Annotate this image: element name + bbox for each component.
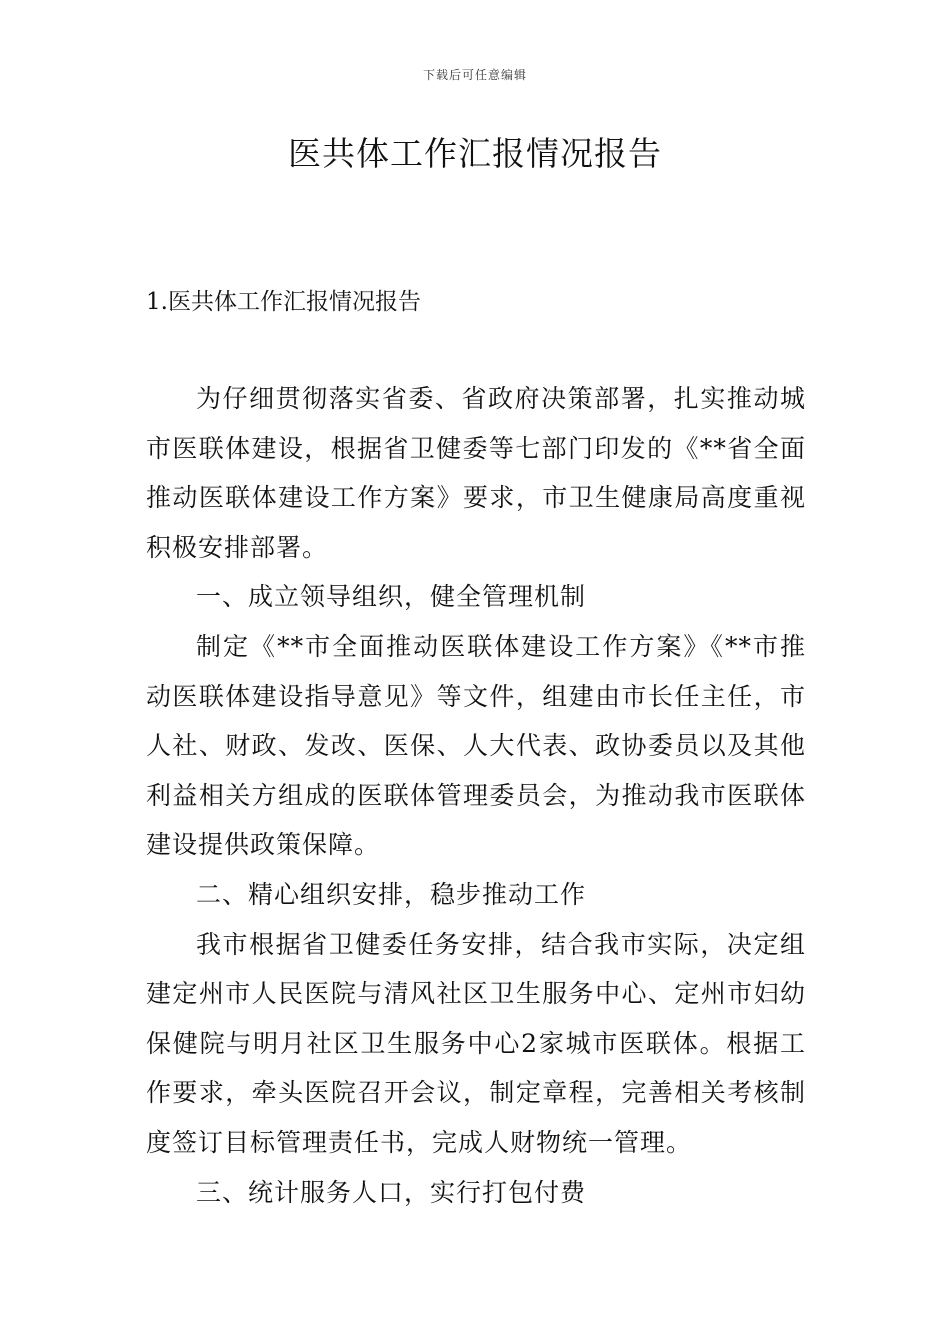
subheading-two: 二、精心组织安排，稳步推动工作 [196,879,587,909]
document-title: 医共体工作汇报情况报告 [288,134,662,173]
header-note: 下载后可任意编辑 [422,68,527,82]
subheading-one: 一、成立领导组织，健全管理机制 [196,582,587,612]
section-heading: 1.医共体工作汇报情况报告 [146,289,421,315]
subheading-three: 三、统计服务人口，实行打包付费 [196,1177,587,1207]
paragraph-two: 我市根据省卫健委任务安排，结合我市实际，决定组建定州市人民医院与清风社区卫生服务中心、定州市妇幼保健院与明月社区卫生服务中心2家城市医联体。根据工作要求，牵头医院召开会议，制定章程，完善相关考核制度签订目标管理责任书，完成人财物统一管理。 [146,929,806,1157]
paragraph-intro: 为仔细贯彻落实省委、省政府决策部署，扎实推动城市医联体建设，根据省卫健委等七部门印发的《**省全面推动医联体建设工作方案》要求，市卫生健康局高度重视积极安排部署。 [146,384,806,562]
document-body [146,374,806,1217]
paragraph-one: 制定《**市全面推动医联体建设工作方案》《**市推动医联体建设指导意见》等文件，组建由市长任主任，市人社、财政、发改、医保、人大代表、政协委员以及其他利益相关方组成的医联体管理委员会，为推动我市医联体建设提供政策保障。 [146,631,806,860]
